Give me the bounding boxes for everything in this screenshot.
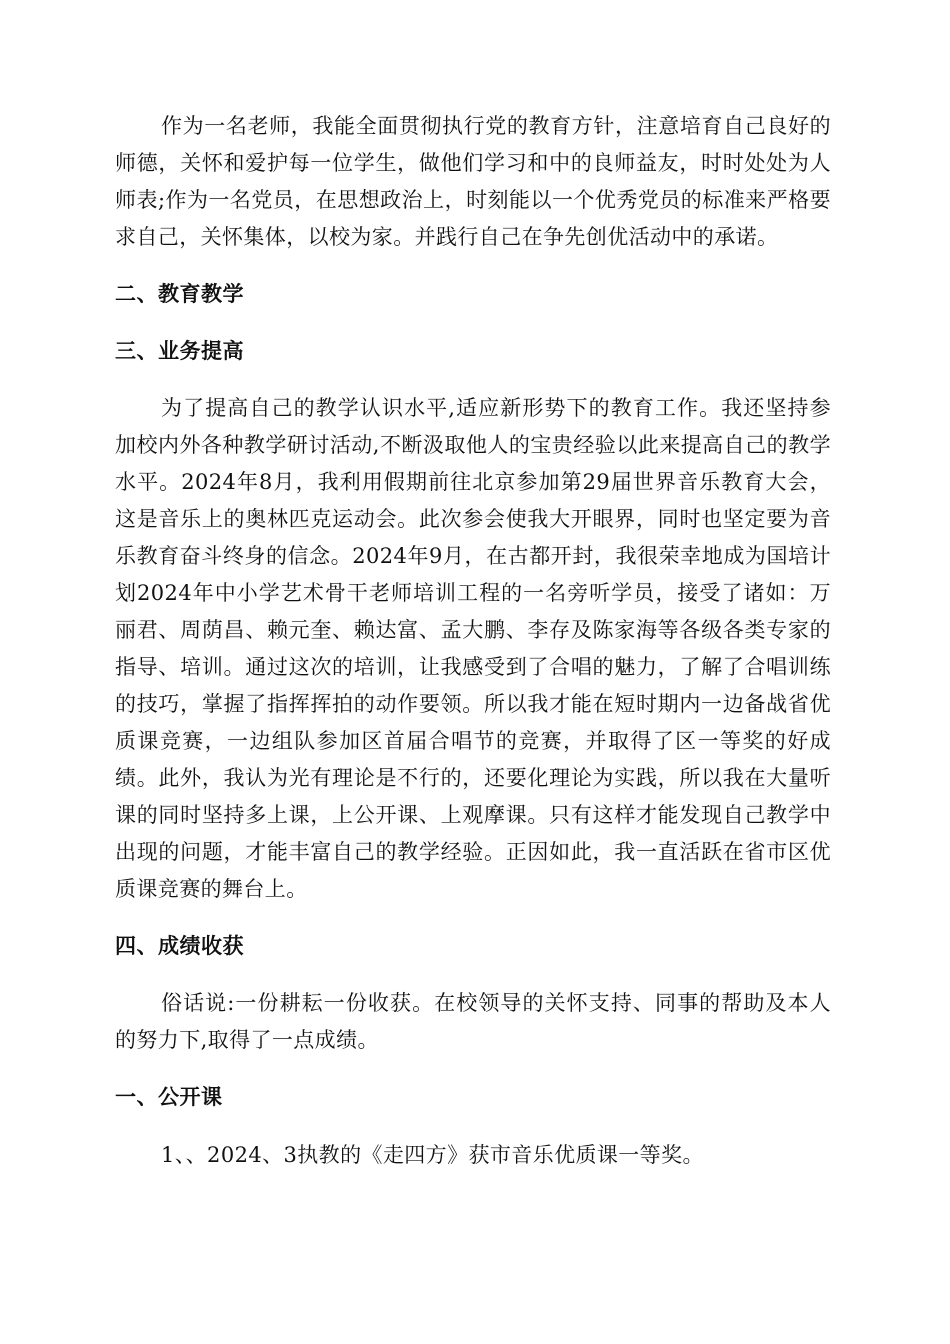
spacer [115, 370, 831, 390]
heading-open-class: 一、公开课 [115, 1085, 223, 1109]
heading-professional-improvement: 三、业务提高 [115, 339, 244, 363]
spacer [115, 908, 831, 928]
paragraph-teacher-ethics: 作为一名老师，我能全面贯彻执行党的教育方针，注意培育自己良好的师德，关怀和爱护每一位学生，做他们学习和中的良师益友，时时处处为人师表;作为一名党员，在思想政治上，时刻能以一个优秀党员的标准来严格要求自己，关怀集体，以校为家。并践行自己在争先创优活动中的承诺。 [115, 114, 831, 249]
spacer [115, 1116, 831, 1137]
paragraph-achievements: 俗话说:一份耕耘一份收获。在校领导的关怀支持、同事的帮助及本人的努力下,取得了一点成绩。 [115, 991, 831, 1052]
paragraph-award-item: 1、、2024、3执教的《走四方》获市音乐优质课一等奖。 [161, 1143, 704, 1167]
paragraph-professional-improvement: 为了提高自己的教学认识水平,适应新形势下的教育工作。我还坚持参加校内外各种教学研讨活动,不断汲取他人的宝贵经验以此来提高自己的教学水平。2024年8月，我利用假期前往北京参加第29届世界音乐教育大会，这是音乐上的奥林匹克运动会。此次参会使我大开眼界，同时也坚定要为音乐教育奋斗终身的信念。2024年9月，在古都开封，我很荣幸地成为国培计划2024年中小学艺术骨干老师培训工程的一名旁听学员，接受了诸如：万丽君、周荫昌、赖元奎、赖达富、孟大鹏、李存及陈家海等各级各类专家的指导、培训。通过这次的培训，让我感受到了合唱的魅力，了解了合唱训练的技巧，掌握了指挥挥拍的动作要领。所以我才能在短时期内一边备战省优质课竞赛，一边组队参加区首届合唱节的竞赛，并取得了区一等奖的好成绩。此外，我认为光有理论是不行的，还要化理论为实践，所以我在大量听课的同时坚持多上课，上公开课、上观摩课。只有这样才能发现自己教学中出现的问题，才能丰富自己的教学经验。正因如此，我一直活跃在省市区优质课竞赛的舞台上。 [115, 396, 831, 901]
heading-teaching: 二、教育教学 [115, 282, 244, 306]
spacer [115, 313, 831, 333]
spacer [115, 256, 831, 276]
document-page [115, 108, 831, 1174]
spacer [115, 965, 831, 985]
spacer [115, 1059, 831, 1079]
heading-achievements: 四、成绩收获 [115, 934, 244, 958]
